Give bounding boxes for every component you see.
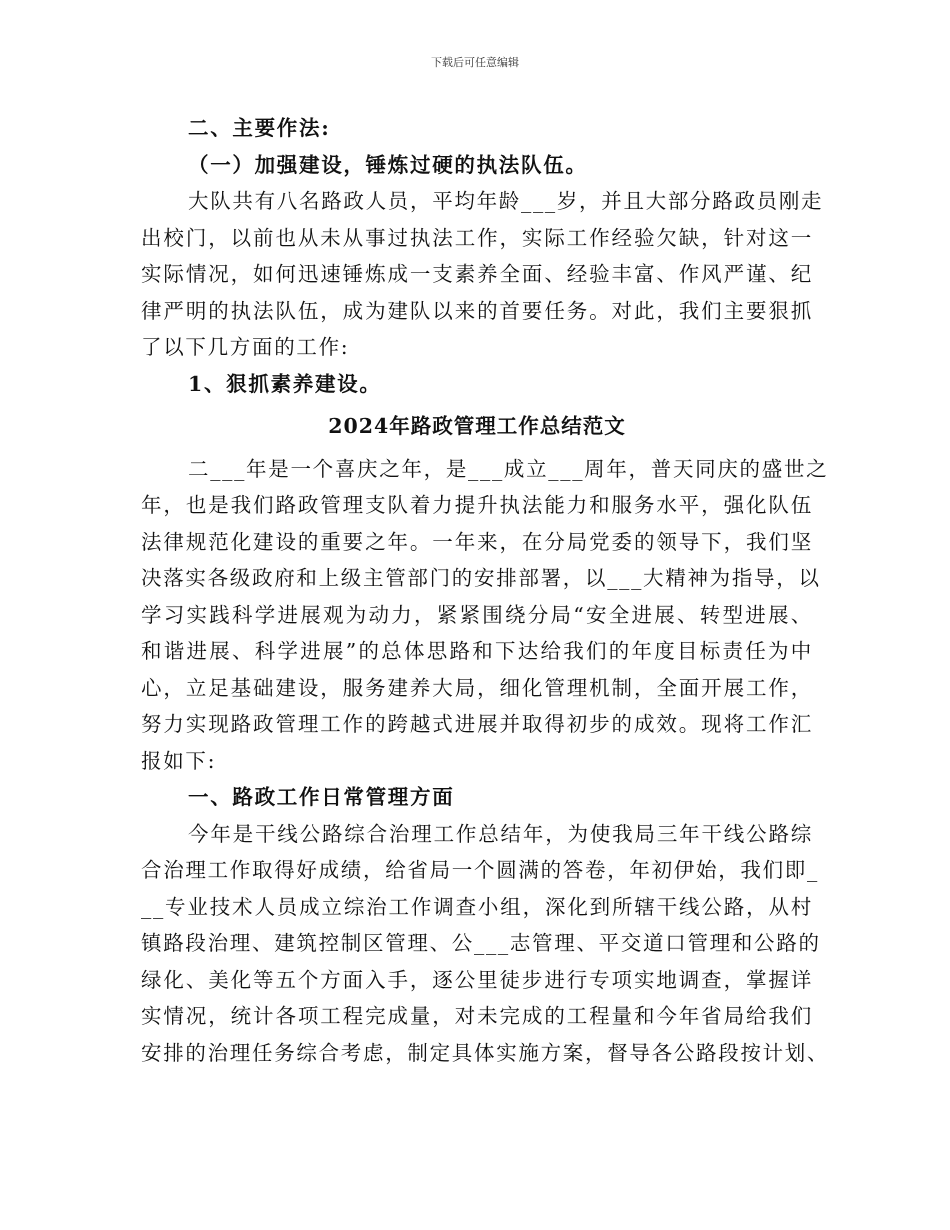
paragraph-line: 了以下几方面的工作: xyxy=(141,335,350,359)
paragraph-line: 学习实践科学进展观为动力，紧紧围绕分局“安全进展、转型进展、 xyxy=(141,602,813,627)
paragraph-line: 年，也是我们路政管理支队着力提升执法能力和服务水平，强化队伍 xyxy=(141,493,813,517)
paragraph-line: 绿化、美化等五个方面入手，逐公里徒步进行专项实地调查，掌握详 xyxy=(141,967,813,992)
paragraph-line: 决落实各级政府和上级主管部门的安排部署，以___大精神为指导，以 xyxy=(141,566,821,590)
item-quality-building: 1、狠抓素养建设。 xyxy=(188,371,382,396)
paragraph-line: 实际情况，如何迅速锤炼成一支素养全面、经验丰富、作风严谨、纪 xyxy=(141,262,813,286)
paragraph-line: 大队共有八名路政人员，平均年龄___岁，并且大部分路政员刚走 xyxy=(188,189,824,213)
paragraph-line: 和谐进展、科学进展”的总体思路和下达给我们的年度目标责任为中 xyxy=(141,639,813,663)
paragraph-intro xyxy=(141,451,829,780)
paragraph-line: 心，立足基础建设，服务建养大局，细化管理机制，全面开展工作， xyxy=(141,675,813,700)
paragraph-line: 律严明的执法队伍，成为建队以来的首要任务。对此，我们主要狠抓 xyxy=(141,298,813,323)
paragraph-line: 今年是干线公路综合治理工作总结年，为使我局三年干线公路综 xyxy=(188,821,813,846)
paragraph-line: 镇路段治理、建筑控制区管理、公___志管理、平交道口管理和公路的 xyxy=(141,931,821,955)
paragraph-line: 努力实现路政管理工作的跨越式进展并取得初步的成效。现将工作汇 xyxy=(141,712,813,736)
paragraph-line: 安排的治理任务综合考虑，制定具体实施方案，督导各公路段按计划、 xyxy=(141,1040,830,1065)
document-title: 2024年路政管理工作总结范文 xyxy=(328,414,626,438)
paragraph-line: 报如下: xyxy=(141,748,217,773)
document-body xyxy=(141,110,830,1071)
paragraph-line: 出校门，以前也从未从事过执法工作，实际工作经验欠缺，针对这一 xyxy=(141,225,813,250)
paragraph-team-description xyxy=(141,183,824,366)
section-heading-main-practices: 二、主要作法: xyxy=(188,116,331,140)
paragraph-line: 法律规范化建设的重要之年。一年来，在分局党委的领导下，我们坚 xyxy=(141,529,813,554)
paragraph-daily-management xyxy=(141,816,830,1072)
paragraph-line: 合治理工作取得好成绩，给省局一个圆满的答卷，年初伊始，我们即_ xyxy=(141,858,819,882)
paragraph-line: __专业技术人员成立综治工作调查小组，深化到所辖干线公路，从村 xyxy=(141,894,813,919)
paragraph-line: 二___年是一个喜庆之年，是___成立___周年，普天同庆的盛世之 xyxy=(188,456,829,481)
paragraph-line: 实情况，统计各项工程完成量，对未完成的工程量和今年省局给我们 xyxy=(141,1004,813,1028)
page-header: 下载后可任意编辑 xyxy=(431,56,519,69)
subheading-strengthen-team: （一）加强建设，锤炼过硬的执法队伍。 xyxy=(188,152,588,177)
section-heading-daily-management: 一、路政工作日常管理方面 xyxy=(188,785,455,809)
